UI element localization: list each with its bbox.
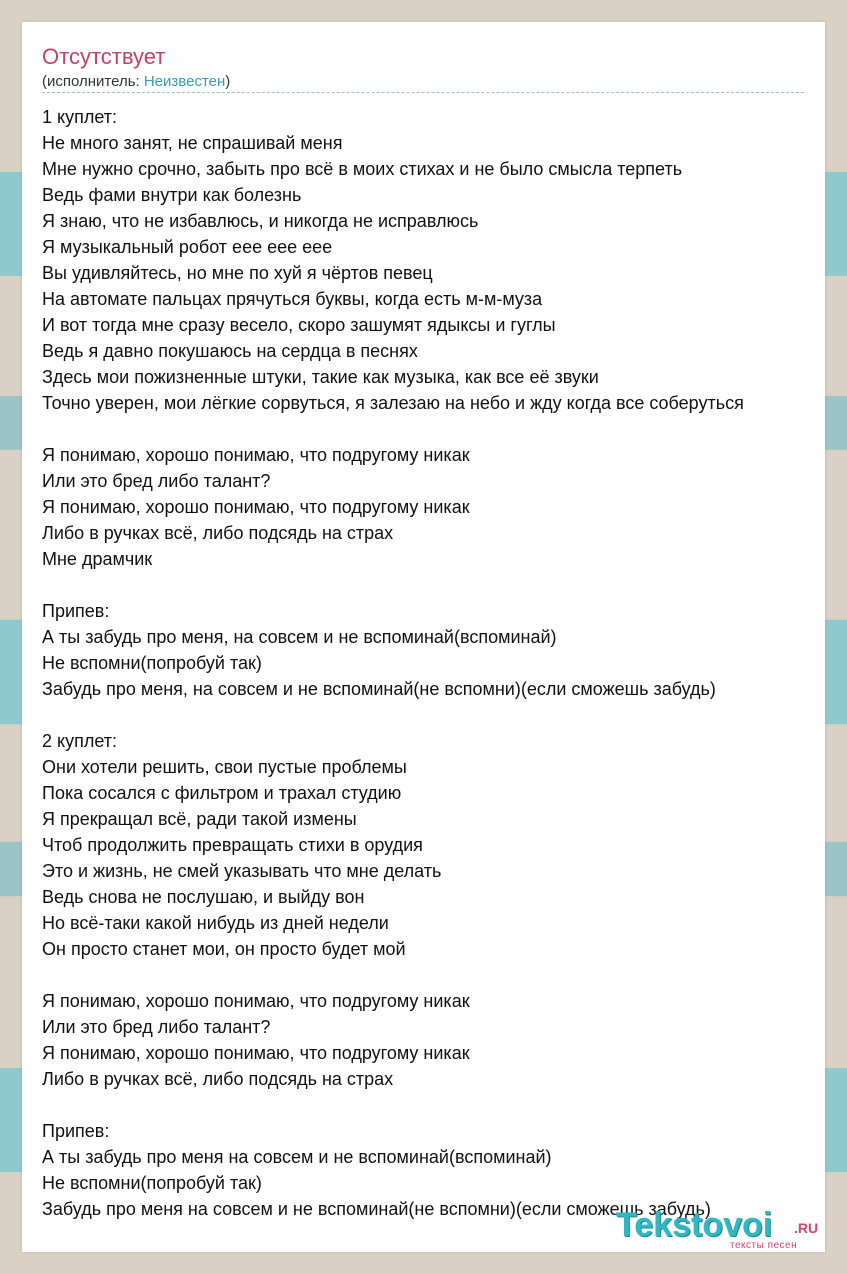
- header-divider: [42, 92, 804, 93]
- lyrics-line: Точно уверен, мои лёгкие сорвуться, я залезаю на небо и жду когда все соберуться: [42, 393, 744, 413]
- lyrics-line: Здесь мои пожизненные штуки, такие как музыка, как все её звуки: [42, 367, 599, 387]
- lyrics-line: Либо в ручках всё, либо подсядь на страх: [42, 1069, 394, 1089]
- lyrics-line: Припев:: [42, 601, 110, 621]
- lyrics-blank-line: [42, 572, 847, 598]
- lyrics-line: Я музыкальный робот еее еее еее: [42, 237, 333, 257]
- artist-suffix: ): [225, 73, 231, 90]
- lyrics-line: Я знаю, что не избавлюсь, и никогда не исправлюсь: [42, 211, 479, 231]
- lyrics-line: На автомате пальцах прячуться буквы, когда есть м-м-муза: [42, 289, 543, 309]
- lyrics-line: 2 куплет:: [42, 731, 117, 751]
- lyrics-line: Они хотели решить, свои пустые проблемы: [42, 757, 407, 777]
- lyrics-line: Это и жизнь, не смей указывать что мне делать: [42, 861, 442, 881]
- lyrics-line: 1 куплет:: [42, 107, 117, 127]
- lyrics-line: Ведь фами внутри как болезнь: [42, 185, 302, 205]
- lyrics-line: Пока сосался с фильтром и трахал студию: [42, 783, 402, 803]
- lyrics-blank-line: [42, 416, 847, 442]
- artist-link[interactable]: Неизвестен: [143, 73, 226, 90]
- lyrics-line: А ты забудь про меня на совсем и не вспоминай(вспоминай): [42, 1147, 552, 1167]
- lyrics-line: Я понимаю, хорошо понимаю, что подругому никак: [42, 991, 470, 1011]
- site-logo: [616, 1206, 826, 1250]
- lyrics-blank-line: [42, 702, 847, 728]
- lyrics-line: Не вспомни(попробуй так): [42, 1173, 262, 1193]
- lyrics-line: Забудь про меня, на совсем и не вспоминай(не вспомни)(если сможешь забудь): [42, 679, 716, 699]
- lyrics-line: Вы удивляйтесь, но мне по хуй я чёртов певец: [42, 263, 433, 283]
- logo-tagline: тексты песен: [730, 1240, 798, 1251]
- lyrics-line: Я понимаю, хорошо понимаю, что подругому никак: [42, 497, 470, 517]
- lyrics-line: Либо в ручках всё, либо подсядь на страх: [42, 523, 394, 543]
- lyrics-line: Не вспомни(попробуй так): [42, 653, 262, 673]
- lyrics-line: Ведь я давно покушаюсь на сердца в песнях: [42, 341, 418, 361]
- lyrics-line: Я прекращал всё, ради такой измены: [42, 809, 357, 829]
- lyrics-line: Я понимаю, хорошо понимаю, что подругому никак: [42, 1043, 470, 1063]
- lyrics-blank-line: [42, 962, 847, 988]
- lyrics-line: И вот тогда мне сразу весело, скоро зашумят ядыксы и гуглы: [42, 315, 556, 335]
- lyrics-line: Или это бред либо талант?: [42, 471, 271, 491]
- lyrics-line: Или это бред либо талант?: [42, 1017, 271, 1037]
- lyrics-line: Забудь про меня на совсем и не вспоминай(не вспомни)(если сможешь забудь): [42, 1199, 711, 1219]
- artist-line: [42, 73, 230, 90]
- lyrics-line: Ведь снова не послушаю, и выйду вон: [42, 887, 365, 907]
- lyrics-line: Мне нужно срочно, забыть про всё в моих стихах и не было смысла терпеть: [42, 159, 683, 179]
- lyrics-line: Чтоб продолжить превращать стихи в орудия: [42, 835, 423, 855]
- artist-prefix: (исполнитель:: [42, 73, 144, 90]
- lyrics-line: Мне драмчик: [42, 549, 153, 569]
- song-title: Отсутствует: [42, 44, 166, 69]
- lyrics-line: Не много занят, не спрашивай меня: [42, 133, 343, 153]
- lyrics-line: Я понимаю, хорошо понимаю, что подругому никак: [42, 445, 470, 465]
- lyrics-card: [22, 22, 825, 1252]
- logo-brand: Tekstovoi: [616, 1206, 773, 1244]
- lyrics-line: Припев:: [42, 1121, 110, 1141]
- lyrics-line: А ты забудь про меня, на совсем и не вспоминай(вспоминай): [42, 627, 557, 647]
- lyrics-line: Но всё-таки какой нибудь из дней недели: [42, 913, 389, 933]
- logo-tld: .RU: [794, 1220, 819, 1236]
- lyrics-blank-line: [42, 1092, 847, 1118]
- lyrics-text: [42, 104, 847, 1222]
- lyrics-line: Он просто станет мои, он просто будет мой: [42, 939, 406, 959]
